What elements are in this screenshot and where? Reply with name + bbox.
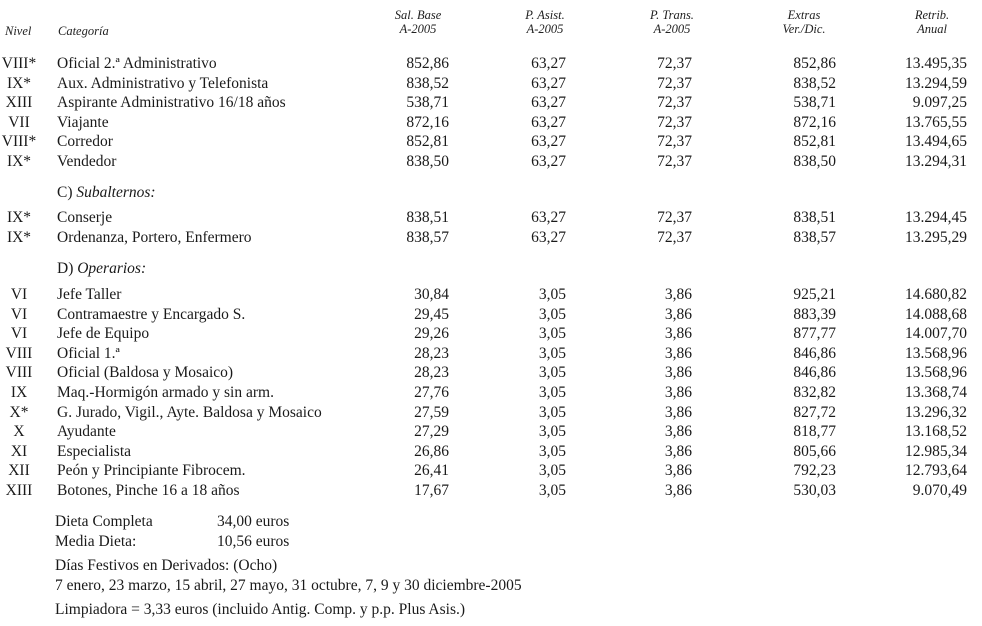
- cell-p-trans: 72,37: [657, 133, 692, 151]
- cell-nivel: X: [13, 423, 25, 441]
- cell-nivel: VI: [10, 286, 28, 303]
- section-operarios: [57, 259, 146, 278]
- cell-retrib: 13.294,45: [905, 209, 967, 226]
- table-row: [0, 383, 982, 402]
- cell-p-asist: 63,27: [531, 153, 566, 170]
- cell-extras: 838,57: [793, 228, 836, 246]
- cell-extras: 827,72: [793, 403, 836, 421]
- cell-retrib: 13.494,65: [905, 133, 967, 151]
- dieta-completa: [55, 512, 290, 531]
- cell-retrib: 14.007,70: [905, 325, 967, 343]
- cell-categoria: Peón y Principiante Fibrocem.: [57, 462, 246, 480]
- cell-extras: 846,86: [793, 364, 836, 382]
- cell-sal-base: 852,81: [406, 133, 449, 151]
- cell-retrib: 13.295,29: [905, 228, 967, 246]
- table-row: [0, 363, 982, 382]
- cell-p-asist: 63,27: [531, 55, 566, 72]
- cell-retrib: 14.680,82: [905, 286, 967, 303]
- header-p-asist: P. Asist. A-2005: [525, 8, 565, 36]
- cell-nivel: IX*: [6, 74, 32, 92]
- cell-retrib: 12.985,34: [905, 442, 967, 460]
- cell-nivel: IX*: [6, 228, 32, 246]
- cell-retrib: 13.168,52: [905, 423, 967, 441]
- cell-categoria: Oficial (Baldosa y Mosaico): [57, 364, 234, 382]
- cell-nivel: XI: [10, 442, 28, 460]
- table-row: [0, 344, 982, 363]
- cell-retrib: 13.368,74: [905, 384, 967, 401]
- cell-categoria: Jefe Taller: [57, 286, 122, 303]
- header-categoria: Categoría: [58, 24, 109, 38]
- cell-p-asist: 3,05: [538, 482, 566, 499]
- cell-p-asist: 3,05: [538, 344, 566, 362]
- cell-p-trans: 72,37: [657, 228, 692, 246]
- section-letter: D): [57, 260, 74, 277]
- cell-categoria: Corredor: [57, 133, 113, 151]
- cell-categoria: G. Jurado, Vigil., Ayte. Baldosa y Mosaico: [57, 403, 322, 421]
- media-dieta: [55, 532, 290, 551]
- cell-p-trans: 3,86: [664, 325, 692, 343]
- cell-nivel: IX*: [6, 209, 32, 226]
- section-title: Subalternos:: [76, 184, 156, 201]
- cell-nivel: XII: [8, 462, 30, 480]
- cell-p-trans: 72,37: [657, 113, 692, 131]
- table-row: [0, 422, 982, 441]
- dieta-completa-label: Dieta Completa: [55, 513, 153, 530]
- cell-p-asist: 63,27: [531, 113, 566, 131]
- cell-p-trans: 3,86: [664, 423, 692, 441]
- cell-categoria: Oficial 1.ª: [57, 344, 120, 362]
- cell-p-trans: 72,37: [657, 55, 692, 72]
- cell-p-asist: 63,27: [531, 228, 566, 246]
- table-row: [0, 54, 982, 73]
- cell-categoria: Conserje: [57, 209, 113, 226]
- cell-sal-base: 538,71: [406, 94, 449, 112]
- festivos-dates: 7 enero, 23 marzo, 15 abril, 27 mayo, 31 octubre, 7, 9 y 30 diciembre-2005: [55, 577, 522, 594]
- cell-extras: 538,71: [793, 94, 836, 112]
- cell-extras: 838,52: [793, 74, 836, 92]
- cell-retrib: 13.568,96: [905, 364, 967, 382]
- cell-p-asist: 3,05: [538, 384, 566, 401]
- cell-p-asist: 63,27: [531, 74, 566, 92]
- table-row: [0, 152, 982, 171]
- cell-retrib: 13.294,31: [905, 153, 967, 170]
- cell-extras: 792,23: [793, 462, 836, 480]
- cell-extras: 872,16: [793, 113, 836, 131]
- cell-extras: 846,86: [793, 344, 836, 362]
- table-row: [0, 305, 982, 324]
- cell-p-asist: 3,05: [538, 403, 566, 421]
- cell-sal-base: 27,76: [414, 384, 449, 401]
- cell-p-trans: 3,86: [664, 384, 692, 401]
- cell-p-trans: 3,86: [664, 462, 692, 480]
- cell-categoria: Maq.-Hormigón armado y sin arm.: [57, 384, 274, 401]
- cell-retrib: 13.296,32: [905, 403, 967, 421]
- cell-p-asist: 3,05: [538, 325, 566, 343]
- header-p-trans: P. Trans. A-2005: [650, 8, 694, 36]
- table-row: [0, 285, 982, 304]
- table-row: [0, 228, 982, 247]
- cell-retrib: 13.568,96: [905, 344, 967, 362]
- table-row: [0, 132, 982, 151]
- cell-categoria: Jefe de Equipo: [57, 325, 150, 343]
- cell-p-trans: 3,86: [664, 442, 692, 460]
- section-subalternos: [57, 183, 156, 202]
- cell-sal-base: 838,50: [406, 153, 449, 170]
- cell-extras: 530,03: [793, 482, 836, 499]
- cell-sal-base: 26,41: [414, 462, 449, 480]
- cell-sal-base: 29,26: [414, 325, 449, 343]
- cell-nivel: X*: [9, 403, 29, 421]
- cell-extras: 832,82: [793, 384, 836, 401]
- cell-p-asist: 3,05: [538, 364, 566, 382]
- cell-nivel: IX*: [6, 153, 32, 170]
- cell-sal-base: 30,84: [414, 286, 449, 303]
- cell-p-asist: 3,05: [538, 286, 566, 303]
- cell-nivel: IX: [10, 384, 28, 401]
- cell-nivel: XIII: [5, 482, 33, 499]
- header-retrib: Retrib. Anual: [914, 8, 950, 36]
- cell-nivel: VIII: [5, 344, 33, 362]
- cell-p-trans: 3,86: [664, 482, 692, 499]
- cell-sal-base: 27,29: [414, 423, 449, 441]
- dieta-completa-value: 34,00 euros: [217, 513, 290, 530]
- header-nivel: Nivel: [5, 24, 32, 38]
- cell-extras: 883,39: [793, 305, 836, 323]
- cell-categoria: Contramaestre y Encargado S.: [57, 305, 246, 323]
- cell-extras: 852,81: [793, 133, 836, 151]
- section-title: Operarios:: [77, 260, 147, 277]
- cell-nivel: VIII*: [1, 55, 37, 72]
- cell-p-asist: 3,05: [538, 423, 566, 441]
- limpiadora-note: Limpiadora = 3,33 euros (incluido Antig. Comp. y p.p. Plus Asis.): [55, 601, 466, 618]
- cell-sal-base: 29,45: [414, 305, 449, 323]
- cell-p-trans: 72,37: [657, 153, 692, 170]
- cell-extras: 852,86: [793, 55, 836, 72]
- table-row: [0, 403, 982, 422]
- cell-p-trans: 72,37: [657, 94, 692, 112]
- media-dieta-label: Media Dieta:: [55, 533, 137, 550]
- cell-categoria: Especialista: [57, 442, 132, 460]
- cell-p-trans: 3,86: [664, 286, 692, 303]
- table-row: [0, 93, 982, 112]
- cell-nivel: VI: [10, 305, 28, 323]
- cell-categoria: Vendedor: [57, 153, 117, 170]
- cell-extras: 818,77: [793, 423, 836, 441]
- cell-categoria: Botones, Pinche 16 a 18 años: [57, 482, 240, 499]
- festivos-title: Días Festivos en Derivados: (Ocho): [55, 557, 278, 574]
- cell-retrib: 13.294,59: [905, 74, 967, 92]
- table-row: [0, 442, 982, 461]
- table-row: [0, 113, 982, 132]
- cell-p-asist: 3,05: [538, 442, 566, 460]
- cell-sal-base: 27,59: [414, 403, 449, 421]
- cell-retrib: 12.793,64: [905, 462, 967, 480]
- cell-p-trans: 3,86: [664, 364, 692, 382]
- cell-extras: 838,51: [793, 209, 836, 226]
- cell-categoria: Aspirante Administrativo 16/18 años: [57, 94, 286, 112]
- cell-sal-base: 28,23: [414, 344, 449, 362]
- cell-categoria: Aux. Administrativo y Telefonista: [57, 74, 269, 92]
- cell-categoria: Ordenanza, Portero, Enfermero: [57, 228, 252, 246]
- cell-nivel: VII: [8, 113, 30, 131]
- cell-p-asist: 3,05: [538, 462, 566, 480]
- cell-sal-base: 852,86: [406, 55, 449, 72]
- table-row: [0, 208, 982, 227]
- header-extras: Extras Ver./Dic.: [782, 8, 826, 36]
- cell-retrib: 9.097,25: [912, 94, 967, 112]
- cell-retrib: 9.070,49: [912, 482, 967, 499]
- cell-p-asist: 63,27: [531, 94, 566, 112]
- cell-extras: 838,50: [793, 153, 836, 170]
- cell-categoria: Ayudante: [57, 423, 116, 441]
- cell-p-trans: 3,86: [664, 344, 692, 362]
- cell-categoria: Oficial 2.ª Administrativo: [57, 55, 217, 72]
- cell-categoria: Viajante: [57, 113, 109, 131]
- table-row: [0, 74, 982, 93]
- section-letter: C): [57, 184, 73, 201]
- table-row: [0, 481, 982, 500]
- header-sal-base: Sal. Base A-2005: [394, 8, 442, 36]
- cell-p-trans: 3,86: [664, 403, 692, 421]
- cell-nivel: VIII: [5, 364, 33, 382]
- cell-p-asist: 63,27: [531, 133, 566, 151]
- cell-nivel: VI: [10, 325, 28, 343]
- cell-sal-base: 17,67: [414, 482, 449, 499]
- media-dieta-value: 10,56 euros: [217, 533, 290, 550]
- cell-p-asist: 63,27: [531, 209, 566, 226]
- cell-sal-base: 838,57: [406, 228, 449, 246]
- cell-retrib: 13.495,35: [905, 55, 967, 72]
- table-row: [0, 324, 982, 343]
- cell-retrib: 14.088,68: [905, 305, 967, 323]
- cell-sal-base: 838,52: [406, 74, 449, 92]
- cell-p-trans: 3,86: [664, 305, 692, 323]
- cell-p-trans: 72,37: [657, 74, 692, 92]
- table-row: [0, 461, 982, 480]
- cell-extras: 877,77: [793, 325, 836, 343]
- cell-sal-base: 26,86: [414, 442, 449, 460]
- cell-retrib: 13.765,55: [905, 113, 967, 131]
- cell-nivel: XIII: [5, 94, 33, 112]
- cell-extras: 925,21: [793, 286, 836, 303]
- cell-p-trans: 72,37: [657, 209, 692, 226]
- cell-sal-base: 28,23: [414, 364, 449, 382]
- cell-nivel: VIII*: [1, 133, 37, 151]
- cell-p-asist: 3,05: [538, 305, 566, 323]
- cell-sal-base: 872,16: [406, 113, 449, 131]
- cell-sal-base: 838,51: [406, 209, 449, 226]
- cell-extras: 805,66: [793, 442, 836, 460]
